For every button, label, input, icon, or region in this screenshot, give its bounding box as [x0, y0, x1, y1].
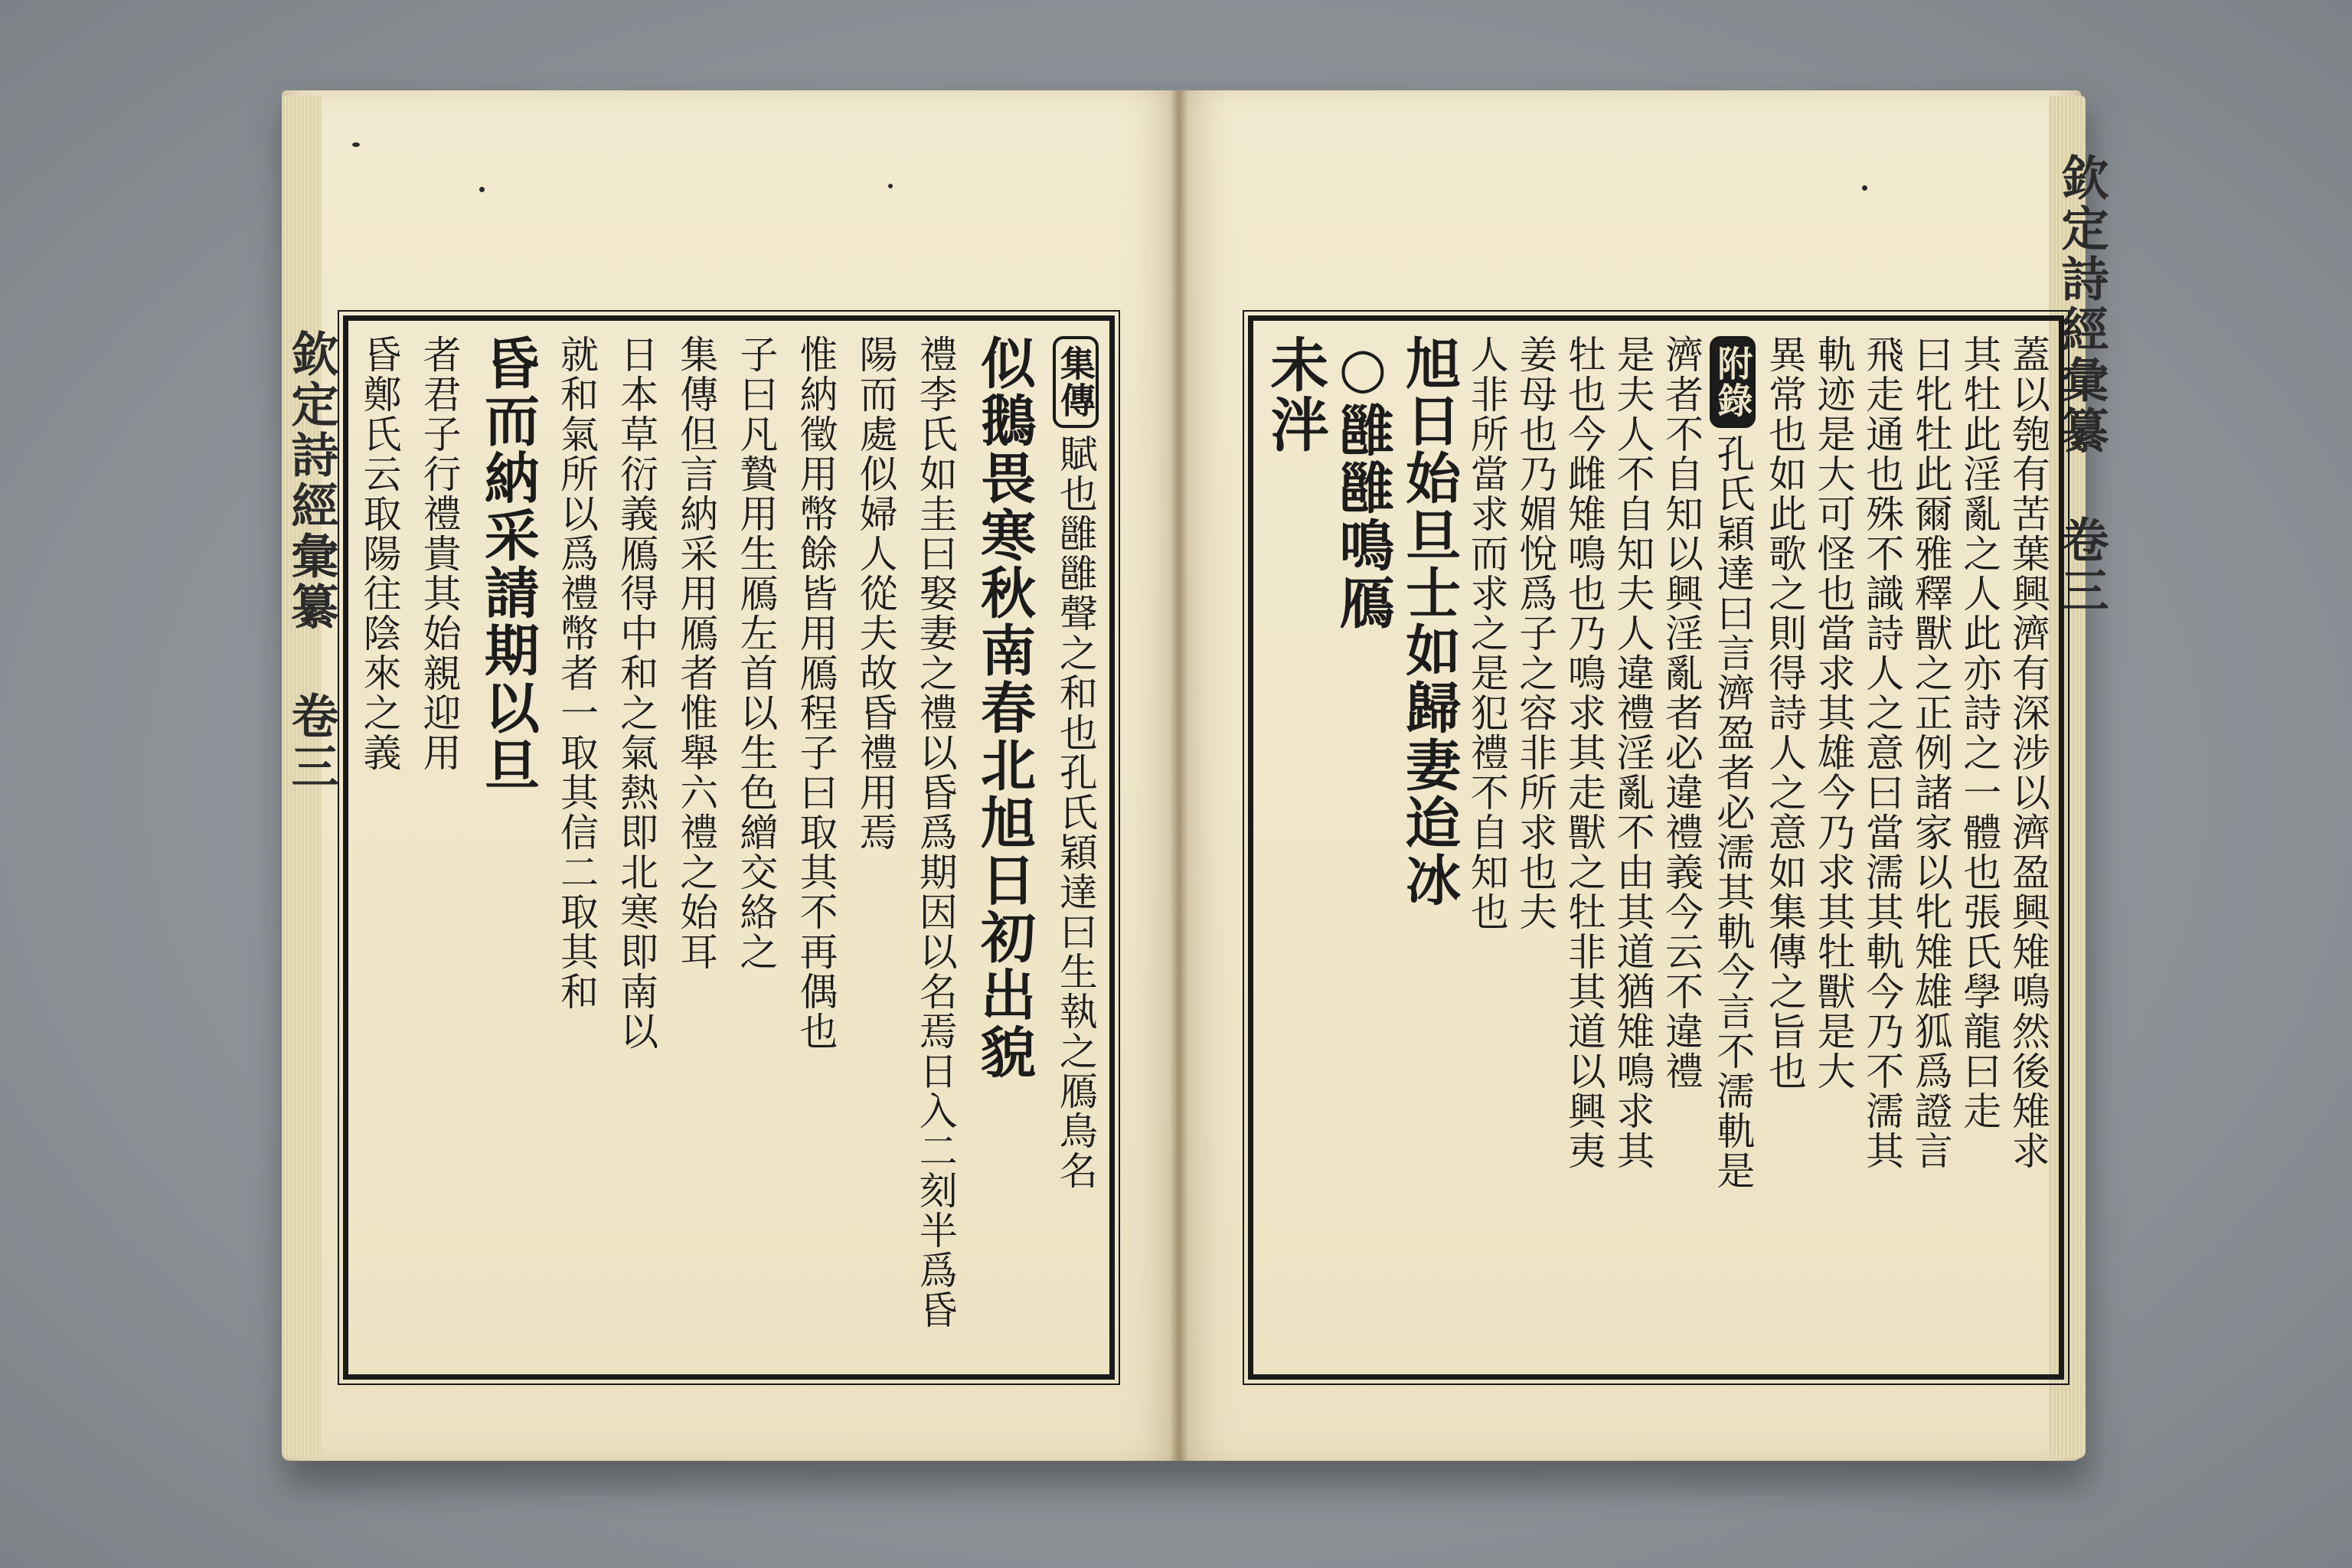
right-column-2: 其牡此淫亂之人此亦詩之一體也張氏學龍曰走: [1957, 335, 2002, 1131]
left-column-5: 惟納徵用幣餘皆用鴈程子曰取其不再偶也: [793, 335, 838, 1051]
ink-speck: [352, 142, 360, 147]
right-column-1: 蓋以匏有苦葉興濟有深涉以濟盈興雉鳴然後雉求: [2005, 335, 2050, 1171]
left-column-8: 日本草衍義鴈得中和之氣熱即北寒即南以: [614, 335, 659, 1051]
ink-speck: [1862, 185, 1867, 191]
right-column-3: 曰牝牡此爾雅釋獸之正例諸家以牝雉雄狐爲證言: [1908, 335, 1953, 1171]
fulu-badge: 附錄: [1710, 336, 1756, 428]
left-column-3: 禮李氏如圭曰娶妻之禮以昏爲期因以名焉日入二刻半爲昏: [913, 335, 958, 1330]
left-column-6: 子曰凡贄用生鴈左首以生色繒交絡之: [733, 335, 779, 972]
right-column-11: 姜母也乃媚悅爲子之容非所求也夫: [1513, 335, 1558, 932]
right-text-block: [1248, 315, 2064, 1380]
ink-speck: [888, 184, 893, 188]
column-text: 孔氏穎達曰言濟盈者必濡其軌今言不濡軌是: [1710, 434, 1756, 1191]
left-column-4: 陽而處似婦人從夫故昏禮用焉: [853, 335, 898, 852]
right-column-7: [1710, 335, 1756, 1364]
column-text: 昏鄭氏云取陽往陰來之義: [357, 335, 402, 773]
poem-text: 雝雝鳴鴈: [1330, 402, 1396, 632]
right-column-8: 濟者不自知以興淫亂者必違禮義今云不違禮: [1659, 335, 1704, 1091]
left-column-9: 就和氣所以爲禮幣者一取其信二取其和: [554, 335, 599, 1011]
right-column-12: 人非所當求而求之是犯禮不自知也: [1464, 335, 1509, 932]
right-column-10: 牡也今雌雉鳴也乃鳴求其走獸之牡非其道以興夷: [1561, 335, 1606, 1171]
right-column-9: 是夫人不自知夫人違禮淫亂不由其道猶雉鳴求其: [1610, 335, 1655, 1171]
right-columns: [1253, 321, 2059, 1374]
right-column-4: 飛走通也殊不識詩人之意曰當濡其軌今乃不濡其: [1860, 335, 1905, 1171]
jizhuan-badge: 集傳: [1053, 336, 1099, 428]
right-column-5: 軌迹是大可怪也當求其雄今乃求其牡獸是大: [1811, 335, 1856, 1091]
left-columns: [348, 321, 1109, 1374]
left-column-11: 者君子行禮貴其始親迎用: [416, 335, 462, 773]
right-column-6: 異常也如此歌之則得詩人之意如集傳之旨也: [1762, 335, 1807, 1091]
left-column-1: [1053, 335, 1099, 1364]
left-column-2: 似鵝畏寒秋南春北旭日初出貌: [971, 335, 1037, 1081]
right-title-column: 未泮: [1260, 335, 1329, 454]
right-poem-line-2: 旭日始旦士如歸妻迨冰: [1396, 335, 1462, 909]
right-poem-line-1: ○雝雝鳴鴈: [1330, 335, 1396, 632]
left-text-block: [343, 315, 1115, 1380]
column-text: 賦也雝雝聲之和也孔氏穎達曰生執之鴈鳥名: [1053, 434, 1098, 1191]
left-column-12: [359, 335, 400, 1364]
left-column-10: 昏而納采請期以旦: [475, 335, 541, 794]
book-gutter: [1170, 90, 1188, 1461]
left-column-7: 集傳但言納采用鴈者惟舉六禮之始耳: [674, 335, 719, 972]
left-margin-title: 欽定詩經彙纂 卷三: [283, 329, 339, 792]
right-margin-title: 欽定詩經彙纂 卷三: [2053, 153, 2109, 616]
ink-speck: [479, 187, 485, 192]
